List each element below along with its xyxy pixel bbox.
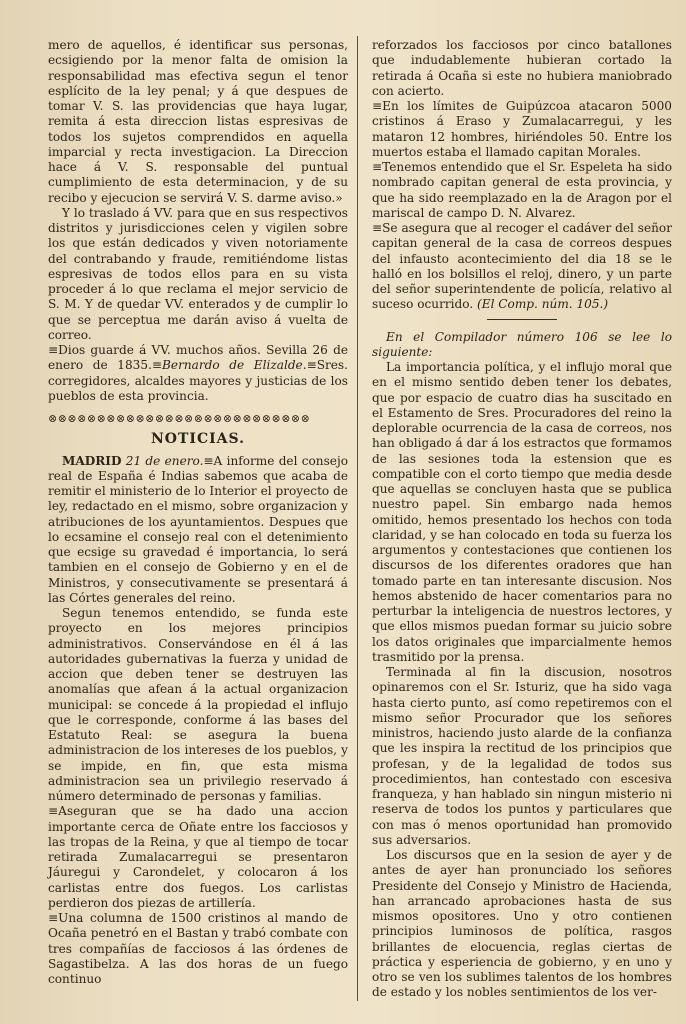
paragraph-espeleta: ≡Tenemos entendido que el Sr. Espeleta ha sido nombrado capitan general de esta provincia, y que ha sido reemplazado en la de Aragon por el mariscal de campo D. N. Alvarez. [372, 160, 672, 220]
paragraph-signoff [48, 343, 348, 404]
source-citation: (El Comp. núm. 105.) [477, 297, 609, 312]
ornament-divider: ⊗⊗⊗⊗⊗⊗⊗⊗⊗⊗⊗⊗⊗⊗⊗⊗⊗⊗⊗⊗⊗⊗⊗⊗⊗⊗⊗ [48, 412, 311, 425]
paragraph-segun: Segun tenemos entendido, se funda este proyecto en los mejores principios administrativos. Conservándose en él á las autoridades gubernativas la fuerza y unidad de accion que deben tener se destruyen las anomalías que afean á la actual organizacion municipal: se concede á la propiedad el influjo que le corresponde, conforme á las bases del Estatuto Real: se asegura la buena administracion de los intereses de los pueblos, y se impide, en fin, que esta misma administracion sea un privilegio reservado á número determinado de personas y familias. [48, 606, 348, 803]
paragraph-terminada: Terminada al fin la discusion, nosotros opinaremos con el Sr. Isturiz, que ha sido vaga hasta cierto punto, así como repetiremos con el mismo señor Procurador que los señores ministros, haciendo justo alarde de la confianza que les inspira la rectitud de los principios que profesan, y de la legalidad de todos sus procedimientos, han contestado con escesiva franqueza, y han hablado sin ningun misterio ni reserva de todos los puntos y particulares que con mas ó menos oportunidad han promovido sus adversarios. [372, 665, 672, 847]
paragraph-cadaver-text: ≡Se asegura que al recoger el cadáver del señor capitan general de la casa de correos despues del infausto acontecimiento del dia 18 se le halló en los bolsillos el reloj, dinero, y un parte del señor superintendente de policía, relativo al suceso ocurrido. [372, 221, 672, 312]
paragraph-continuation-right: reforzados los facciosos por cinco batallones que indudablemente hubieran cortado la retirada á Ocaña si este no hubiera maniobrado con acierto. [372, 38, 672, 98]
compilador-intro-text: En el Compilador número 106 se lee lo siguiente: [372, 329, 672, 359]
dateline-date: 21 de enero. [125, 453, 204, 468]
paragraph-traslado: Y lo traslado á VV. para que en sus respectivos distritos y jurisdicciones celen y vigilen sobre los que están dedicados y viven notoriamente del contrabando y fraude, remitiéndome listas espresivas de todos ellos para en su vista proceder á lo que reclama el mejor servicio de S. M. Y de quedar VV. enterados y de cumplir lo que se perceptua me darán aviso á vuelta de correo. [48, 205, 348, 342]
signoff-name: Bernardo de Elizalde. [162, 358, 307, 373]
signoff-end: ≡Sres. corregidores, alcaldes mayores y justicias de los pueblos de esta provincia. [48, 358, 348, 403]
paragraph-madrid-text: ≡A informe del consejo real de España é Indias sabemos que acaba de remitir el ministerio de lo Interior el proyecto de ley, redactado en el mismo, sobre organizacion y atribuciones de los ayuntamientos. Despues que lo ecsamine el consejo real con el detenimiento que ecsige su gravedad é importancia, lo será tambien en el consejo de Gobierno y en el de Ministros, y consecutivamente se presentará á las Córtes generales del reino. [48, 453, 348, 605]
dateline: MADRID [62, 453, 122, 468]
paragraph-limites: ≡En los límites de Guipúzcoa atacaron 5000 cristinos á Eraso y Zumalacarregui, y les mataron 12 hombres, hiriéndoles 50. Entre los muertos estaba el llamado capitan Morales. [372, 99, 672, 159]
signoff-start: ≡Dios guarde á VV. muchos años. Sevilla 26 de enero de 1835.≡ [48, 343, 348, 373]
paragraph-columna: ≡Una columna de 1500 cristinos al mando de Ocaña penetró en el Bastan y trabó combate con tres compañías de facciosos á las órdenes de Sagastibelza. A las dos horas de un fuego continuo [48, 911, 348, 986]
left-column [48, 38, 348, 987]
right-column [372, 38, 672, 1001]
paragraph-aseguran: ≡Aseguran que se ha dado una accion importante cerca de Oñate entre los facciosos y las tropas de la Reina, y que al tiempo de tocar retirada Zumalacarregui se presentaron Jáuregui y Carondelet, y colocaron á los carlistas entre dos fuegos. Los carlistas perdieron dos piezas de artillería. [48, 804, 348, 910]
paragraph-discursos: Los discursos que en la sesion de ayer y de antes de ayer han pronunciado los señores Presidente del Consejo y Ministro de Hacienda, han arrancado aprobaciones hasta de sus mismos opositores. Uno y otro contienen principios luminosos de política, rasgos brillantes de elocuencia, reglas ciertas de práctica y esperiencia de gobierno, y en uno y otro se ven los sublimes talentos de los hombres de estado y los nobles sentimientos de los ver- [372, 848, 672, 1000]
paragraph-madrid [48, 454, 348, 607]
compilador-intro [372, 330, 672, 361]
column-rule [357, 36, 358, 1001]
paragraph-cadaver [372, 221, 672, 313]
paragraph-continuation-left: mero de aquellos, é identificar sus personas, ecsigiendo por la menor falta de omision la responsabilidad mas efectiva segun el tenor esplícito de la ley penal; y á que despues de tomar V. S. las providencias que haya lugar, remita á esta direccion listas espresivas de todos los sujetos comprendidos en aquella imparcial y recta investigacion. La Direccion hace á V. S. responsable del puntual cumplimiento de esta determinacion, y de su recibo y ejecucion se servirá V. S. darme aviso.» [48, 38, 348, 205]
section-heading: NOTICIAS. [151, 431, 245, 448]
short-divider [487, 319, 557, 320]
paragraph-importancia: La importancia política, y el influjo moral que en el mismo sentido deben tener los debates, que por espacio de cuatro dias ha suscitado en el Estamento de Sres. Procuradores del reino la deplorable ocurrencia de la casa de correos, nos han obligado á dar á los estractos que formamos de las sesiones toda la estension que es compatible con el corto tiempo que media desde que aquellas se concluyen hasta que se publica nuestro papel. Sin embargo nada hemos omitido, hemos presentado los hechos con toda claridad, y se han colocado en toda su fuerza los argumentos y contestaciones que contienen los discursos de los diferentes oradores que han tomado parte en tan interesante discusion. Nos hemos abstenido de hacer comentarios para no perturbar la inteligencia de nuestros lectores, y que ellos mismos puedan formar su juicio sobre los datos originales que imparcialmente hemos trasmitido por la prensa. [372, 360, 672, 664]
